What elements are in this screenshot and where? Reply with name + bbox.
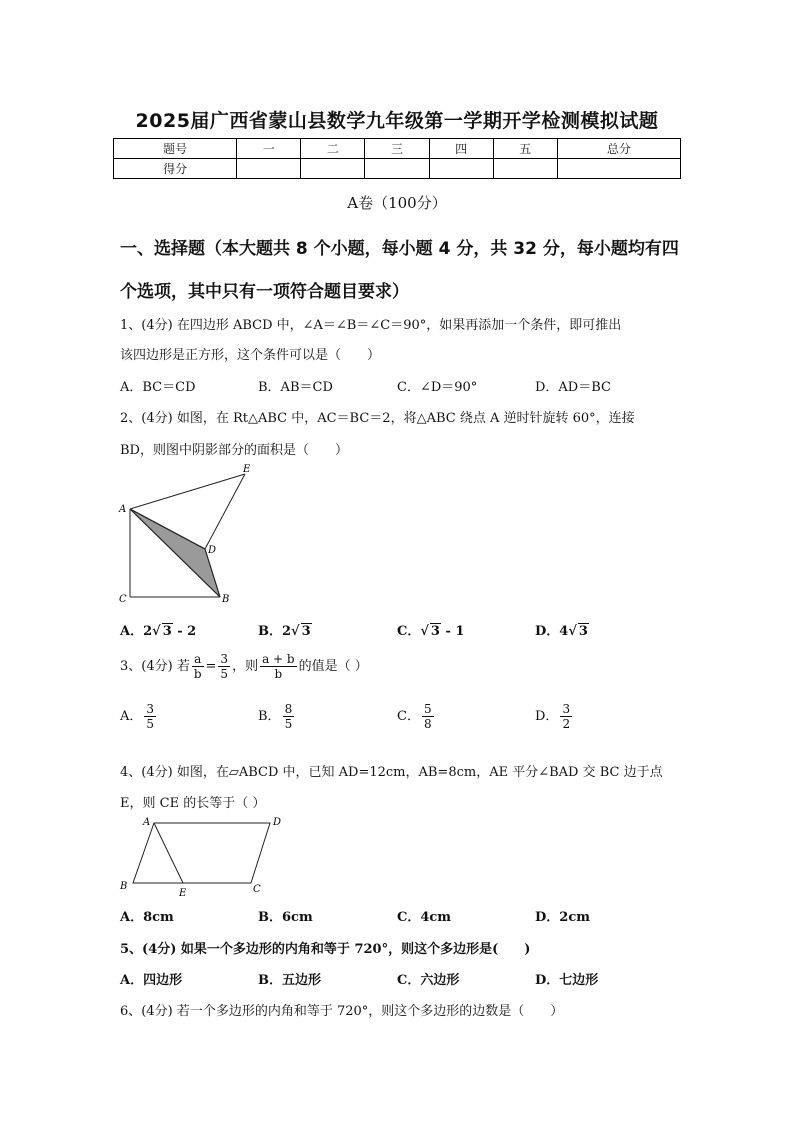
q1-option-b: B．AB＝CD (258, 380, 333, 395)
q3-option-a-num: 3 (146, 702, 155, 716)
q2-option-c-letter: C． (397, 624, 421, 639)
q2-option-a (120, 620, 196, 639)
score-cell (365, 159, 429, 179)
score-header-cell: 三 (365, 139, 429, 159)
score-cell (429, 159, 493, 179)
q2-option-d-letter: D． (535, 624, 560, 639)
q3-option-b (258, 702, 296, 731)
q2-option-a-radicand: 3 (162, 624, 172, 639)
q3-option-d-num: 3 (562, 702, 571, 716)
q2-option-b-coef: 2 (282, 624, 292, 639)
score-cell (237, 159, 301, 179)
q4-figure (116, 812, 290, 900)
q2-option-b-radicand: 3 (301, 624, 311, 639)
score-cell (557, 159, 680, 179)
q4-option-d: D．2cm (535, 910, 590, 925)
q3-option-c (397, 702, 436, 731)
sqrt-symbol: √ (152, 624, 161, 639)
q3-option-b-num: 8 (284, 702, 293, 716)
q4-segment-ae (154, 823, 183, 883)
q1-line2: 该四边形是正方形，这个条件可以是（ ） (120, 348, 381, 363)
q3-option-b-fraction (283, 702, 295, 731)
score-header-cell: 五 (493, 139, 557, 159)
q2-option-b-letter: B． (258, 624, 282, 639)
q2-label-d: D (208, 545, 217, 556)
q3-frac3-numerator: a + b (262, 652, 295, 666)
q3-suffix: 的值是（ ） (298, 659, 368, 674)
q2-option-d (535, 620, 589, 639)
q4-option-b: B．6cm (258, 910, 313, 925)
q1-option-d: D．AD＝BC (535, 380, 611, 395)
q2-label-e: E (243, 464, 251, 475)
q4-option-c: C．4cm (397, 910, 452, 925)
q3-option-a-letter: A． (120, 709, 143, 724)
q4-line1: 4、(4分) 如图，在▱ABCD 中，已知 AD=12cm，AB=8cm，AE 平分∠BAD 交 BC 边于点 (120, 765, 663, 780)
paper-section-title: A卷（100分） (347, 194, 447, 212)
q2-line1: 2、(4分) 如图，在 Rt△ABC 中，AC＝BC＝2，将△ABC 绕点 A 逆时针旋转 60°，连接 (120, 411, 635, 426)
q4-label-c: C (253, 884, 261, 895)
q2-line2: BD，则图中阴影部分的面积是（ ） (120, 443, 348, 458)
score-header-cell: 四 (429, 139, 493, 159)
q4-label-b: B (120, 881, 128, 892)
q2-segment-ae (130, 474, 245, 509)
q5-option-c: C．六边形 (397, 973, 460, 988)
score-cell (301, 159, 365, 179)
q3-option-d-fraction (560, 702, 572, 731)
q4-label-e: E (179, 888, 187, 899)
q4-parallelogram (133, 823, 270, 883)
q3-line (120, 652, 368, 681)
q3-frac2-numerator: 3 (220, 652, 229, 666)
q3-option-d-den: 2 (562, 717, 571, 731)
q3-option-b-den: 5 (284, 717, 293, 731)
score-header-cell: 一 (237, 139, 301, 159)
q4-label-d: D (273, 817, 282, 828)
q2-label-a: A (119, 504, 127, 515)
q1-line1: 1、(4分) 在四边形 ABCD 中，∠A＝∠B＝∠C＝90°，如果再添加一个条件，即可推出 (120, 318, 622, 333)
q3-equals: = (205, 659, 217, 674)
q2-option-b (258, 620, 312, 639)
score-header-cell: 二 (301, 139, 365, 159)
q4-label-a: A (143, 817, 151, 828)
q2-figure (116, 462, 262, 606)
sqrt-symbol: √ (420, 624, 429, 639)
q2-segment-ed (205, 474, 245, 549)
q5-option-b: B．五边形 (258, 973, 321, 988)
q3-fraction-a-over-b (192, 652, 204, 681)
score-header-cell: 总分 (557, 139, 680, 159)
score-table (113, 138, 681, 179)
q2-option-a-letter: A． (120, 624, 144, 639)
q4-line2: E，则 CE 的长等于（ ） (120, 796, 266, 811)
q3-option-d-letter: D． (535, 709, 559, 724)
section-heading: 一、选择题（本大题共 8 个小题，每小题 4 分，共 32 分，每小题均有四个选项，其中只有一项符合题目要求） (120, 239, 679, 302)
score-table-score-row (114, 159, 681, 179)
q3-option-a (120, 702, 158, 731)
q3-option-a-fraction (144, 702, 156, 731)
q3-option-c-letter: C． (397, 709, 420, 724)
q3-option-d (535, 702, 574, 731)
score-cell (493, 159, 557, 179)
q3-fraction-sum-over-b (260, 652, 297, 681)
q3-prefix: 3、(4分) 若 (120, 659, 190, 674)
q3-frac1-denominator: b (193, 667, 202, 681)
q3-option-b-letter: B． (258, 709, 281, 724)
score-row-label: 得分 (114, 159, 237, 179)
q3-frac2-denominator: 5 (220, 667, 229, 681)
q3-frac1-numerator: a (192, 652, 204, 667)
q3-option-a-den: 5 (146, 717, 155, 731)
q2-label-b: B (222, 594, 230, 605)
q3-fraction-3-over-5 (218, 652, 230, 681)
q2-option-a-coef: 2 (143, 624, 153, 639)
q5-option-a: A．四边形 (120, 973, 183, 988)
score-header-cell: 题号 (114, 139, 237, 159)
q1-option-a: A．BC＝CD (120, 380, 196, 395)
q5-line1: 5、(4分) 如果一个多边形的内角和等于 720°，则这个多边形是( ) (120, 942, 531, 957)
q2-label-c: C (119, 594, 127, 605)
q3-option-c-fraction (422, 702, 434, 731)
sqrt-symbol: √ (568, 624, 577, 639)
sqrt-symbol: √ (291, 624, 300, 639)
q3-mid: ，则 (232, 659, 259, 674)
q1-option-c: C．∠D＝90° (397, 380, 478, 395)
q3-option-c-den: 8 (423, 717, 432, 731)
q2-option-d-radicand: 3 (578, 624, 588, 639)
q3-option-c-num: 5 (423, 702, 432, 716)
q2-option-d-coef: 4 (559, 624, 569, 639)
q6-line1: 6、(4分) 若一个多边形的内角和等于 720°，则这个多边形的边数是（ ） (120, 1004, 564, 1019)
q4-option-a: A．8cm (120, 910, 174, 925)
q5-option-d: D．七边形 (535, 973, 599, 988)
exam-title: 2025届广西省蒙山县数学九年级第一学期开学检测模拟试题 (135, 110, 659, 132)
score-table-header-row (114, 139, 681, 159)
q2-option-c-tail: - 1 (440, 624, 465, 639)
q2-option-c (397, 620, 464, 639)
q2-option-c-radicand: 3 (430, 624, 440, 639)
q3-frac3-denominator: b (274, 667, 283, 681)
q2-option-a-tail: - 2 (172, 624, 197, 639)
